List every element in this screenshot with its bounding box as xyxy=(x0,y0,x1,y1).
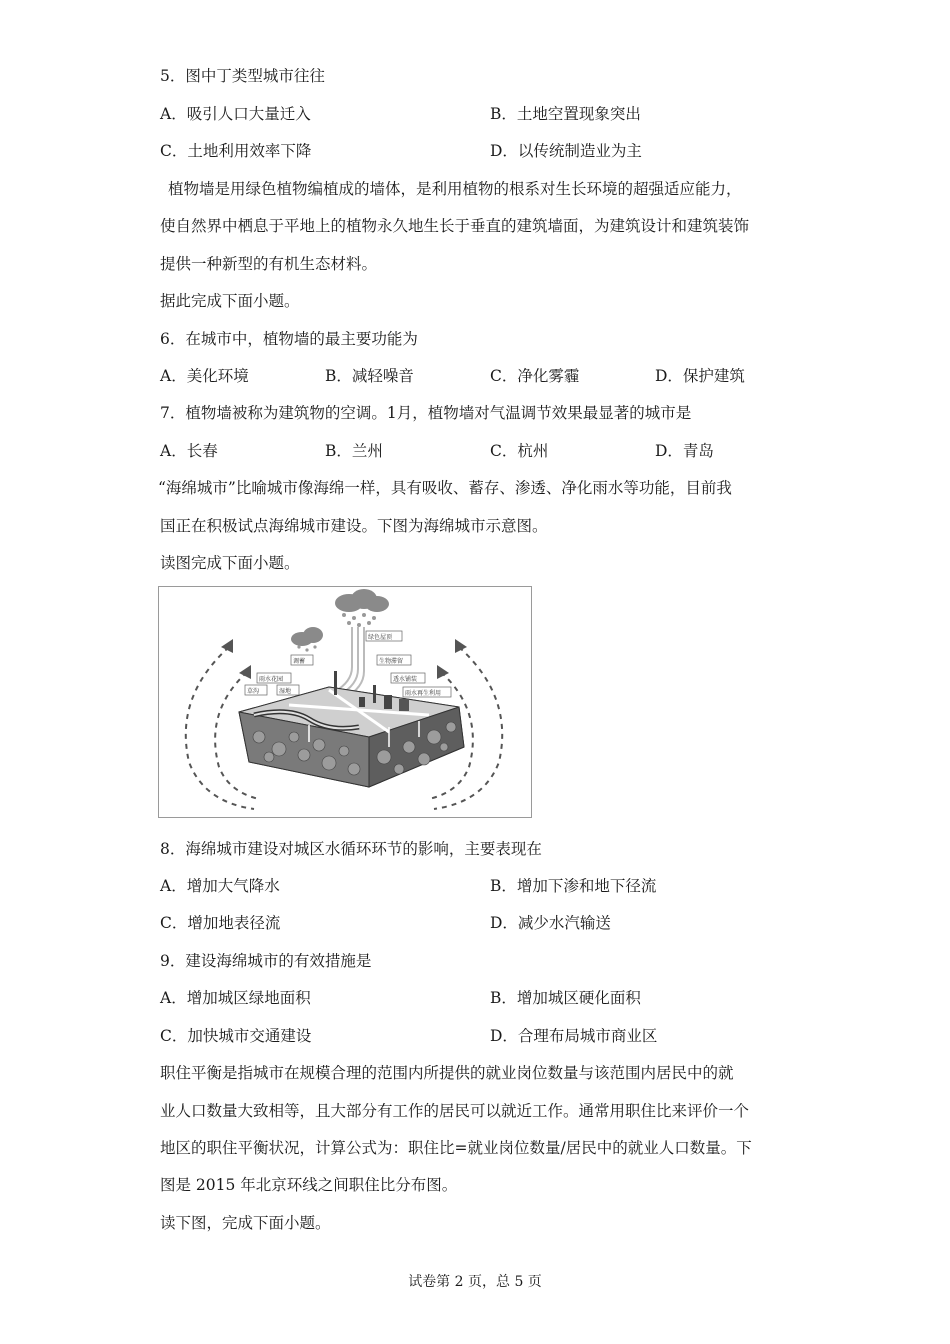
question-9-option-b: B．增加城区硬化面积 xyxy=(490,989,641,1007)
question-8-option-c: C．增加地表径流 xyxy=(160,914,281,932)
question-5-option-c: C．土地利用效率下降 xyxy=(160,142,312,160)
passage-3-line-3: 地区的职住平衡状况，计算公式为：职住比=就业岗位数量/居民中的就业人口数量。下 xyxy=(160,1139,752,1157)
figure-label-wetland: 湿地 xyxy=(279,689,292,695)
right-inner-arrowhead xyxy=(437,665,449,679)
question-8-option-a: A．增加大气降水 xyxy=(160,877,280,895)
passage-3-line-2: 业人口数量大致相等，且大部分有工作的居民可以就近工作。通常用职住比来评价一个 xyxy=(160,1102,750,1120)
passage-1-line-2: 使自然界中栖息于平地上的植物永久地生长于垂直的建筑墙面，为建筑设计和建筑装饰 xyxy=(160,217,750,235)
question-7-option-a: A．长春 xyxy=(160,442,218,460)
question-5-option-a: A．吸引人口大量迁入 xyxy=(160,105,311,123)
question-5-stem: 5．图中丁类型城市往往 xyxy=(160,67,325,85)
passage-2-instruction: 读图完成下面小题。 xyxy=(160,554,300,572)
question-5-option-b: B．土地空置现象突出 xyxy=(490,105,641,123)
right-outer-arrowhead xyxy=(455,639,467,653)
passage-2-line-1: “海绵城市”比喻城市像海绵一样，具有吸收、蓄存、渗透、净化雨水等功能，目前我 xyxy=(158,479,732,497)
question-6-option-a: A．美化环境 xyxy=(160,367,249,385)
question-5-option-d: D．以传统制造业为主 xyxy=(490,142,642,160)
page-footer: 试卷第 2 页，总 5 页 xyxy=(408,1274,542,1290)
figure-label-bioretention: 生物滞留 xyxy=(379,659,404,665)
figure-label-permeable-pavement: 透水铺装 xyxy=(393,677,418,683)
figure-label-rainwater-reuse: 雨水再生利用 xyxy=(405,691,442,697)
figure-label-storage: 调蓄 xyxy=(293,659,306,665)
question-7-stem: 7．植物墙被称为建筑物的空调。1月，植物墙对气温调节效果最显著的城市是 xyxy=(160,404,692,422)
passage-1-line-1: 植物墙是用绿色植物编植成的墙体，是利用植物的根系对生长环境的超强适应能力， xyxy=(168,180,742,198)
question-8-stem: 8．海绵城市建设对城区水循环环节的影响，主要表现在 xyxy=(160,840,542,858)
question-9-option-a: A．增加城区绿地面积 xyxy=(160,989,311,1007)
figure-label-grass-swale: 草沟 xyxy=(247,689,260,695)
question-6-option-b: B．减轻噪音 xyxy=(325,367,414,385)
figure-label-rain-garden: 雨水花园 xyxy=(259,677,284,683)
question-6-option-d: D．保护建筑 xyxy=(655,367,745,385)
sponge-city-illustration xyxy=(159,587,531,817)
figure-label-green-roof: 绿色屋顶 xyxy=(368,635,393,641)
passage-3-line-4: 图是 2015 年北京环线之间职住比分布图。 xyxy=(160,1176,458,1194)
question-7-option-d: D．青岛 xyxy=(655,442,714,460)
left-inner-arrowhead xyxy=(239,665,251,679)
question-9-option-c: C．加快城市交通建设 xyxy=(160,1027,312,1045)
question-7-option-c: C．杭州 xyxy=(490,442,549,460)
question-7-option-b: B．兰州 xyxy=(325,442,383,460)
sponge-city-figure xyxy=(158,586,532,818)
left-outer-arrowhead xyxy=(221,639,233,653)
question-8-option-b: B．增加下渗和地下径流 xyxy=(490,877,657,895)
passage-3-instruction: 读下图，完成下面小题。 xyxy=(160,1214,331,1232)
question-6-option-c: C．净化雾霾 xyxy=(490,367,580,385)
passage-2-line-2: 国正在积极试点海绵城市建设。下图为海绵城市示意图。 xyxy=(160,517,548,535)
passage-3-line-1: 职住平衡是指城市在规模合理的范围内所提供的就业岗位数量与该范围内居民中的就 xyxy=(160,1064,734,1082)
question-9-stem: 9．建设海绵城市的有效措施是 xyxy=(160,952,372,970)
passage-1-line-3: 提供一种新型的有机生态材料。 xyxy=(160,255,378,273)
question-6-stem: 6．在城市中，植物墙的最主要功能为 xyxy=(160,330,418,348)
question-9-option-d: D．合理布局城市商业区 xyxy=(490,1027,658,1045)
passage-1-instruction: 据此完成下面小题。 xyxy=(160,292,300,310)
question-8-option-d: D．减少水汽输送 xyxy=(490,914,611,932)
